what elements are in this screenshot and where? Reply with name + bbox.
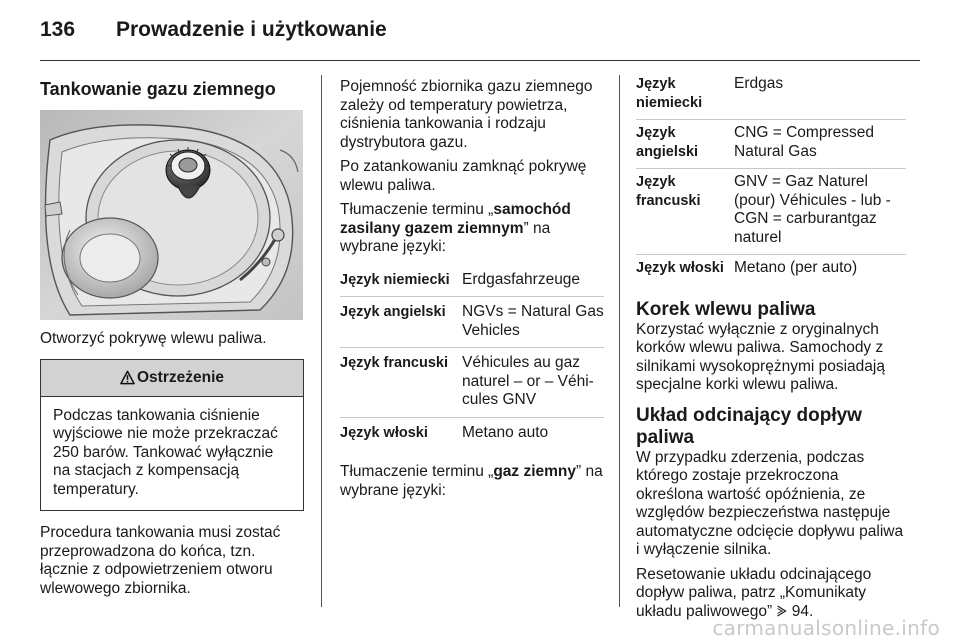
column-right [636,75,906,621]
column-divider [619,75,620,607]
fuel-filler-illustration [40,110,303,320]
table-row [340,348,604,418]
table-row [340,417,604,449]
column-divider [321,75,322,607]
term-intro-text: Tłumaczenie terminu „ [340,463,494,480]
translation-value: Véhicules au gaz naturel – or – Véhi-cules GNV [462,348,604,418]
language-name: Język francuski [636,169,734,255]
section-title-fuel-cap: Korek wlewu paliwa [636,298,816,320]
paragraph-term-gas [340,463,604,500]
language-name: Język niemiecki [636,71,734,120]
term-intro-text: Tłumaczenie terminu „ [340,201,494,218]
page-reference-icon[interactable] [776,605,787,617]
translation-value: Metano auto [462,423,549,441]
language-name: Język francuski [340,348,462,418]
paragraph-capacity: Pojemność zbiornika gazu ziemnego zależy od temperatury powietrza, ciśnienia tankowania i rodzaju dystrybutora gazu. [340,78,593,151]
paragraph-term-vehicle [340,201,604,257]
warning-box [40,359,304,512]
term-vehicle: samochód zasilany gazem ziemnym [340,201,571,237]
reset-text: Resetowanie układu odcinającego dopływ paliwa, patrz „Komunikaty układu paliwowego” [636,565,872,620]
paragraph-open-flap: Otworzyć pokrywę wlewu paliwa. [40,330,267,347]
page-number: 136 [40,18,76,41]
language-name: Język włoski [636,260,724,276]
paragraph-fuel-cutoff: W przypadku zderzenia, podczas którego zostaje przekroczona określona wartość opóźnienia, ze względów bezpieczeństwa następuje automatyczne odcięcie dopływu paliwa i wyłączenie silnika. [636,448,904,558]
translation-value: Erdgasfahrzeuge [462,265,604,297]
translation-value: Erdgas [734,71,906,120]
paragraph-reset-cutoff [636,566,906,622]
translation-value: CNG = Compressed Natural Gas [734,120,906,169]
paragraph-fuel-cap: Korzystać wyłącznie z oryginalnych korków wlewu paliwa. Samochody z silnikami wysokoprężnymi posiadają specjalne korki wlewu paliwa. [636,320,885,393]
warning-text: Podczas tankowania ciśnienie wyjściowe nie może przekraczać 250 barów. Tankować wyłącznie na stacjach z kompensacją temperatury. [53,406,278,498]
language-name: Język angielski [340,297,462,348]
column-left [40,75,304,598]
table-row [636,120,906,169]
section-title-cng-refueling: Tankowanie gazu ziemnego [40,79,276,99]
table-row [340,297,604,348]
reset-text-end: . [809,602,814,620]
header-rule [40,60,920,61]
term-outro-text: ” na wybrane języki: [340,219,551,255]
column-middle [340,75,604,500]
translation-table-vehicle [340,265,604,450]
page-reference[interactable]: 94 [791,602,810,620]
warning-title: Ostrzeżenie [136,368,224,386]
term-outro-text: ” na wybrane języki: [340,463,603,499]
paragraph-procedure: Procedura tankowania musi zostać przeprowadzona do końca, tzn. łącznie z odpowietrzeniem otworu wlewowego zbiornika. [40,524,281,597]
translation-table-gas [636,71,906,285]
paragraph-close-flap: Po zatankowaniu zamknąć pokrywę wlewu paliwa. [340,158,587,194]
language-name: Język angielski [636,120,734,169]
watermark: carmanualsonline.info [712,616,940,640]
warning-header [41,360,303,397]
table-row [636,255,906,285]
translation-value: Metano (per auto) [734,259,858,276]
table-row [340,265,604,297]
page-title: Prowadzenie i użytkowanie [116,18,387,41]
language-name: Język niemiecki [340,265,462,297]
term-gas: gaz ziemny [493,463,577,480]
table-row [636,71,906,120]
warning-triangle-icon [120,370,135,385]
language-name: Język włoski [340,424,428,441]
table-row [636,169,906,255]
translation-value: GNV = Gaz Naturel (pour) Véhicules - lub - CGN = carburantgaz naturel [734,169,906,255]
section-title-fuel-cutoff: Układ odcinający dopływ paliwa [636,404,862,448]
translation-value: NGVs = Natural Gas Vehicles [462,297,604,348]
